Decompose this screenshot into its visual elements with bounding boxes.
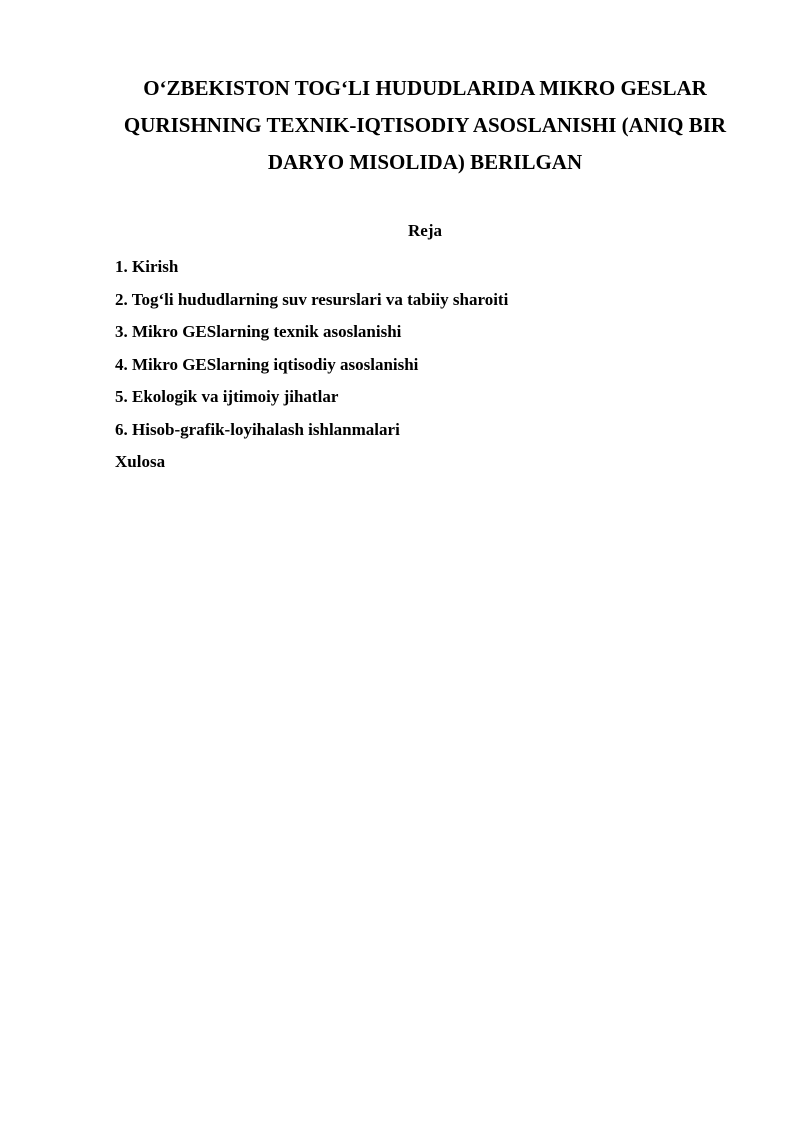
plan-item-calculation-design: 6. Hisob-grafik-loyihalash ishlanmalari — [115, 419, 400, 439]
plan-heading: Reja — [408, 221, 442, 240]
plan-item-water-resources: 2. Tog‘li hududlarning suv resurslari va tabiiy sharoiti — [115, 289, 509, 309]
plan-item-conclusion: Xulosa — [115, 452, 166, 471]
plan-list — [115, 251, 755, 479]
plan-item-economic-justification: 4. Mikro GESlarning iqtisodiy asoslanishi — [115, 354, 419, 374]
plan-item-ecological-social: 5. Ekologik va ijtimoiy jihatlar — [115, 387, 339, 406]
document-title: O‘ZBEKISTON TOG‘LI HUDUDLARIDA MIKRO GESLAR QURISHNING TEXNIK-IQTISODIY ASOSLANISHI (ANIQ BIR DARYO MISOLIDA) BERILGAN — [123, 76, 727, 174]
plan-item-technical-justification: 3. Mikro GESlarning texnik asoslanishi — [115, 322, 402, 341]
plan-item-introduction: 1. Kirish — [115, 257, 179, 276]
